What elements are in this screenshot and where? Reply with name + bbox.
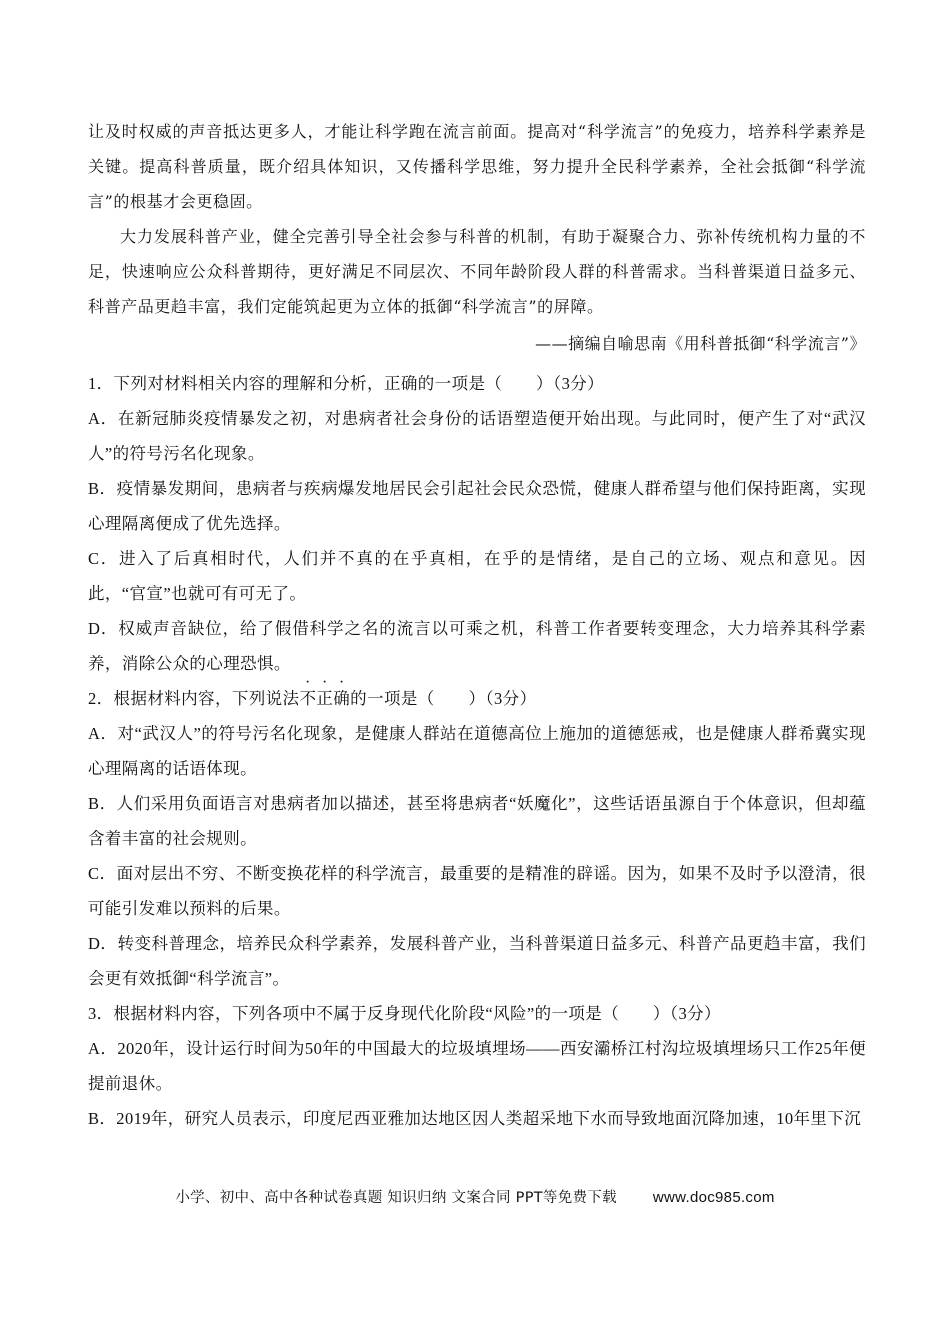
emphasis-char-2: 正 (316, 689, 334, 708)
question-3-stem: 3．根据材料内容，下列各项中不属于反身现代化阶段“风险”的一项是（ ）（3分） (88, 1004, 721, 1023)
passage-paragraph-1: 让及时权威的声音抵达更多人，才能让科学跑在流言前面。提高对“科学流言”的免疫力，培养科学素养是关键。提高科普质量，既介绍具体知识，又传播科学思维，努力提升全民科学素养，全社会抵御“科学流言”的根基才会更稳固。 (88, 122, 866, 211)
question-2-stem (88, 681, 866, 716)
question-2-option-c: C．面对层出不穷、不断变换花样的科学流言，最重要的是精准的辟谣。因为，如果不及时予以澄清，很可能引发难以预料的后果。 (88, 864, 866, 918)
reading-passage (88, 114, 866, 358)
question-2-option-b: B．人们采用负面语言对患病者加以描述，甚至将患病者“妖魔化”，这些话语虽源自于个体意识，但却蕴含着丰富的社会规则。 (88, 794, 866, 848)
question-3 (88, 996, 866, 1136)
question-1 (88, 366, 866, 681)
question-3-option-b: B．2019年，研究人员表示，印度尼西亚雅加达地区因人类超采地下水而导致地面沉降加速，10年里下沉 (88, 1109, 862, 1128)
question-1-option-d: D．权威声音缺位，给了假借科学之名的流言以可乘之机，科普工作者要转变理念，大力培养其科学素养，消除公众的心理恐惧。 (88, 619, 866, 673)
question-3-option-a: A．2020年，设计运行时间为50年的中国最大的垃圾填埋场——西安灞桥江村沟垃圾填埋场只工作25年便提前退休。 (88, 1039, 866, 1093)
question-2-stem-before: 2．根据材料内容，下列说法 (88, 689, 300, 708)
question-2 (88, 681, 866, 996)
question-2-stem-after: 的一项是（ ）（3分） (350, 689, 537, 708)
question-1-option-b: B．疫情暴发期间，患病者与疾病爆发地居民会引起社会民众恐慌，健康人群希望与他们保持距离，实现心理隔离便成了优先选择。 (88, 479, 866, 533)
question-1-option-a: A．在新冠肺炎疫情暴发之初，对患病者社会身份的话语塑造便开始出现。与此同时，便产生了对“武汉人”的符号污名化现象。 (88, 409, 866, 463)
question-1-option-c: C．进入了后真相时代，人们并不真的在乎真相，在乎的是情绪，是自己的立场、观点和意见。因此，“官宣”也就可有可无了。 (88, 549, 866, 603)
questions-section (88, 366, 866, 1136)
question-1-stem: 1．下列对材料相关内容的理解和分析，正确的一项是（ ）（3分） (88, 374, 605, 393)
emphasis-char-3: 确 (333, 689, 351, 708)
passage-attribution: ——摘编自喻思南《用科普抵御“科学流言”》 (535, 334, 866, 353)
passage-paragraph-2: 大力发展科普产业，健全完善引导全社会参与科普的机制，有助于凝聚合力、弥补传统机构力量的不足，快速响应公众科普期待，更好满足不同层次、不同年龄阶段人群的科普需求。当科普渠道日益多元、科普产品更趋丰富，我们定能筑起更为立体的抵御“科学流言”的屏障。 (88, 227, 866, 316)
question-2-option-a: A．对“武汉人”的符号污名化现象，是健康人群站在道德高位上施加的道德惩戒，也是健康人群希冀实现心理隔离的话语体现。 (88, 724, 866, 778)
question-2-option-d: D．转变科普理念，培养民众科学素养，发展科普产业，当科普渠道日益多元、科普产品更趋丰富，我们会更有效抵御“科学流言”。 (88, 934, 866, 988)
page-footer (0, 1186, 950, 1207)
footer-text: 小学、初中、高中各种试卷真题 知识归纳 文案合同 PPT等免费下载 (175, 1190, 617, 1206)
emphasis-char-1: 不 (299, 689, 317, 708)
footer-url[interactable]: www.doc985.com (652, 1189, 775, 1206)
